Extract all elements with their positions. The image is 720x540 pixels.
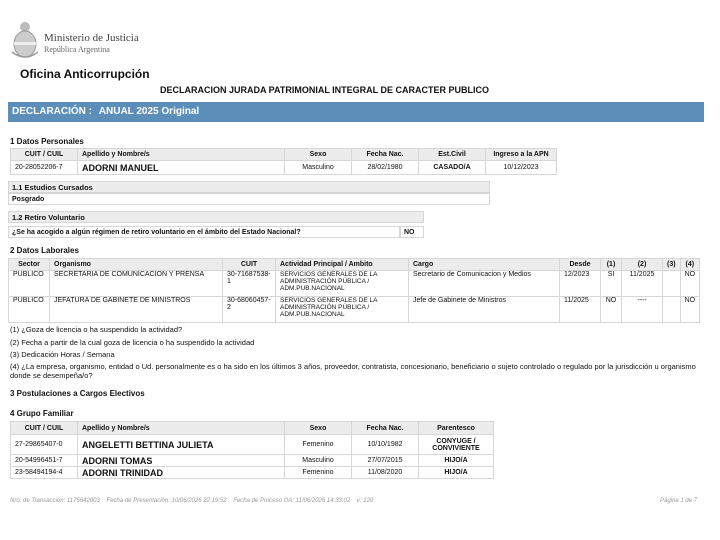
section-family: 4 Grupo Familiar <box>10 409 74 418</box>
family-cuit: 23-58494194-4 <box>11 467 78 479</box>
retiro-header: 1.2 Retiro Voluntario <box>8 211 424 223</box>
family-name: ADORNI TRINIDAD <box>78 467 285 479</box>
family-birth: 10/10/1982 <box>352 435 419 455</box>
footer-transaction: Nro. de Transacción: 1175642003 Fecha de Presentación: 10/06/2026 22:19:52 Fecha de Proceso OA: 11/06/2026 14:33:02 v: 120 <box>10 498 374 504</box>
family-name: ADORNI TOMAS <box>78 455 285 467</box>
family-cuit: 27-29865407-0 <box>11 435 78 455</box>
office-title: Oficina Anticorrupción <box>20 67 150 81</box>
personal-sex: Masculino <box>285 161 352 175</box>
declaration-banner <box>8 102 704 122</box>
labor-cell: 30-71687538-1 <box>223 271 276 297</box>
labor-cell: SECRETARIA DE COMUNICACION Y PRENSA <box>50 271 223 297</box>
labor-cell: JEFATURA DE GABINETE DE MINISTROS <box>50 297 223 323</box>
banner-label: DECLARACIÓN : <box>12 106 92 117</box>
personal-civil: CASADO/A <box>419 161 486 175</box>
personal-cuit: 20-28052206-7 <box>11 161 78 175</box>
labor-cell: ---- <box>622 297 663 323</box>
labor-cell: Jefe de Gabinete de Ministros <box>409 297 560 323</box>
table-row <box>9 271 700 297</box>
section-postulaciones: 3 Postulaciones a Cargos Electivos <box>10 389 145 398</box>
retiro-question: ¿Se ha acogido a algún régimen de retiro voluntario en el ámbito del Estado Nacional? <box>8 226 400 238</box>
col-header: Sector <box>9 259 50 271</box>
labor-note-2: (2) Fecha a partir de la cual goza de licencia o ha suspendido la actividad <box>10 338 255 347</box>
col-header: Organismo <box>50 259 223 271</box>
labor-cell: Secretario de Comunicacion y Medios <box>409 271 560 297</box>
footer-page: Página 1 de 7 <box>660 498 698 504</box>
labor-cell <box>663 271 681 297</box>
labor-cell: 11/2025 <box>560 297 601 323</box>
family-birth: 27/07/2015 <box>352 455 419 467</box>
family-table <box>10 421 494 479</box>
labor-cell: SERVICIOS GENERALES DE LA ADMINISTRACIÓN PÚBLICA / ADM.PUB.NACIONAL <box>276 297 409 323</box>
labor-note-4: (4) ¿La empresa, organismo, entidad o Ud. personalmente es o ha sido en los últimos 3 años, proveedor, contratista, concesionario, beneficiario o sujeto controlado o regulado por la jurisdicción u organismo donde se desempeña/o? <box>10 362 696 380</box>
personal-birth: 28/02/1980 <box>352 161 419 175</box>
col-header: (2) <box>622 259 663 271</box>
family-relation: CONYUGE / CONVIVIENTE <box>419 435 494 455</box>
col-header: Apellido y Nombre/s <box>78 422 285 435</box>
country-name: República Argentina <box>44 45 110 54</box>
family-relation: HIJO/A <box>419 467 494 479</box>
col-header: Sexo <box>285 149 352 161</box>
col-header: Apellido y Nombre/s <box>78 149 285 161</box>
col-header: CUIT / CUIL <box>11 149 78 161</box>
labor-cell: SI <box>601 271 622 297</box>
family-cuit: 20-54996451-7 <box>11 455 78 467</box>
coat-of-arms-icon <box>10 20 40 60</box>
labor-note-1: (1) ¿Goza de licencia o ha suspendido la actividad? <box>10 325 183 334</box>
col-header: Cargo <box>409 259 560 271</box>
labor-table <box>8 258 700 323</box>
col-header: (1) <box>601 259 622 271</box>
col-header: Sexo <box>285 422 352 435</box>
labor-cell: PUBLICO <box>9 271 50 297</box>
personal-apn: 10/12/2023 <box>486 161 557 175</box>
family-name: ANGELETTI BETTINA JULIETA <box>78 435 285 455</box>
ministry-logo <box>10 20 40 60</box>
col-header: Fecha Nac. <box>352 422 419 435</box>
table-row <box>9 297 700 323</box>
retiro-answer: NO <box>400 226 424 238</box>
studies-header: 1.1 Estudios Cursados <box>8 181 490 193</box>
family-birth: 11/08/2020 <box>352 467 419 479</box>
table-row <box>11 467 494 479</box>
labor-cell: PUBLICO <box>9 297 50 323</box>
labor-cell: 11/2025 <box>622 271 663 297</box>
labor-cell: SERVICIOS GENERALES DE LA ADMINISTRACIÓN PÚBLICA / ADM.PUB.NACIONAL <box>276 271 409 297</box>
document-title: DECLARACION JURADA PATRIMONIAL INTEGRAL DE CARACTER PUBLICO <box>160 85 490 95</box>
table-row <box>11 455 494 467</box>
family-sex: Femenino <box>285 467 352 479</box>
col-header: (3) <box>663 259 681 271</box>
studies-value: Posgrado <box>8 193 490 205</box>
family-sex: Masculino <box>285 455 352 467</box>
personal-table <box>10 148 557 175</box>
labor-cell: 30-68060457-2 <box>223 297 276 323</box>
col-header: Est.Civil <box>419 149 486 161</box>
col-header: CUIT / CUIL <box>11 422 78 435</box>
table-row <box>11 435 494 455</box>
col-header: Actividad Principal / Ambito <box>276 259 409 271</box>
labor-cell: NO <box>601 297 622 323</box>
labor-note-3: (3) Dedicación Horas / Semana <box>10 350 115 359</box>
col-header: Ingreso a la APN <box>486 149 557 161</box>
labor-cell: 12/2023 <box>560 271 601 297</box>
family-sex: Femenino <box>285 435 352 455</box>
labor-cell: NO <box>680 271 700 297</box>
col-header: Fecha Nac. <box>352 149 419 161</box>
banner-value: ANUAL 2025 Original <box>98 106 200 117</box>
personal-name: ADORNI MANUEL <box>78 161 285 175</box>
section-personal: 1 Datos Personales <box>10 137 84 146</box>
col-header: Desde <box>560 259 601 271</box>
col-header: (4) <box>680 259 700 271</box>
col-header: CUIT <box>223 259 276 271</box>
section-labor: 2 Datos Laborales <box>10 246 79 255</box>
ministry-name: Ministerio de Justicia <box>44 32 139 44</box>
labor-cell <box>663 297 681 323</box>
family-relation: HIJO/A <box>419 455 494 467</box>
col-header: Parentesco <box>419 422 494 435</box>
labor-cell: NO <box>680 297 700 323</box>
